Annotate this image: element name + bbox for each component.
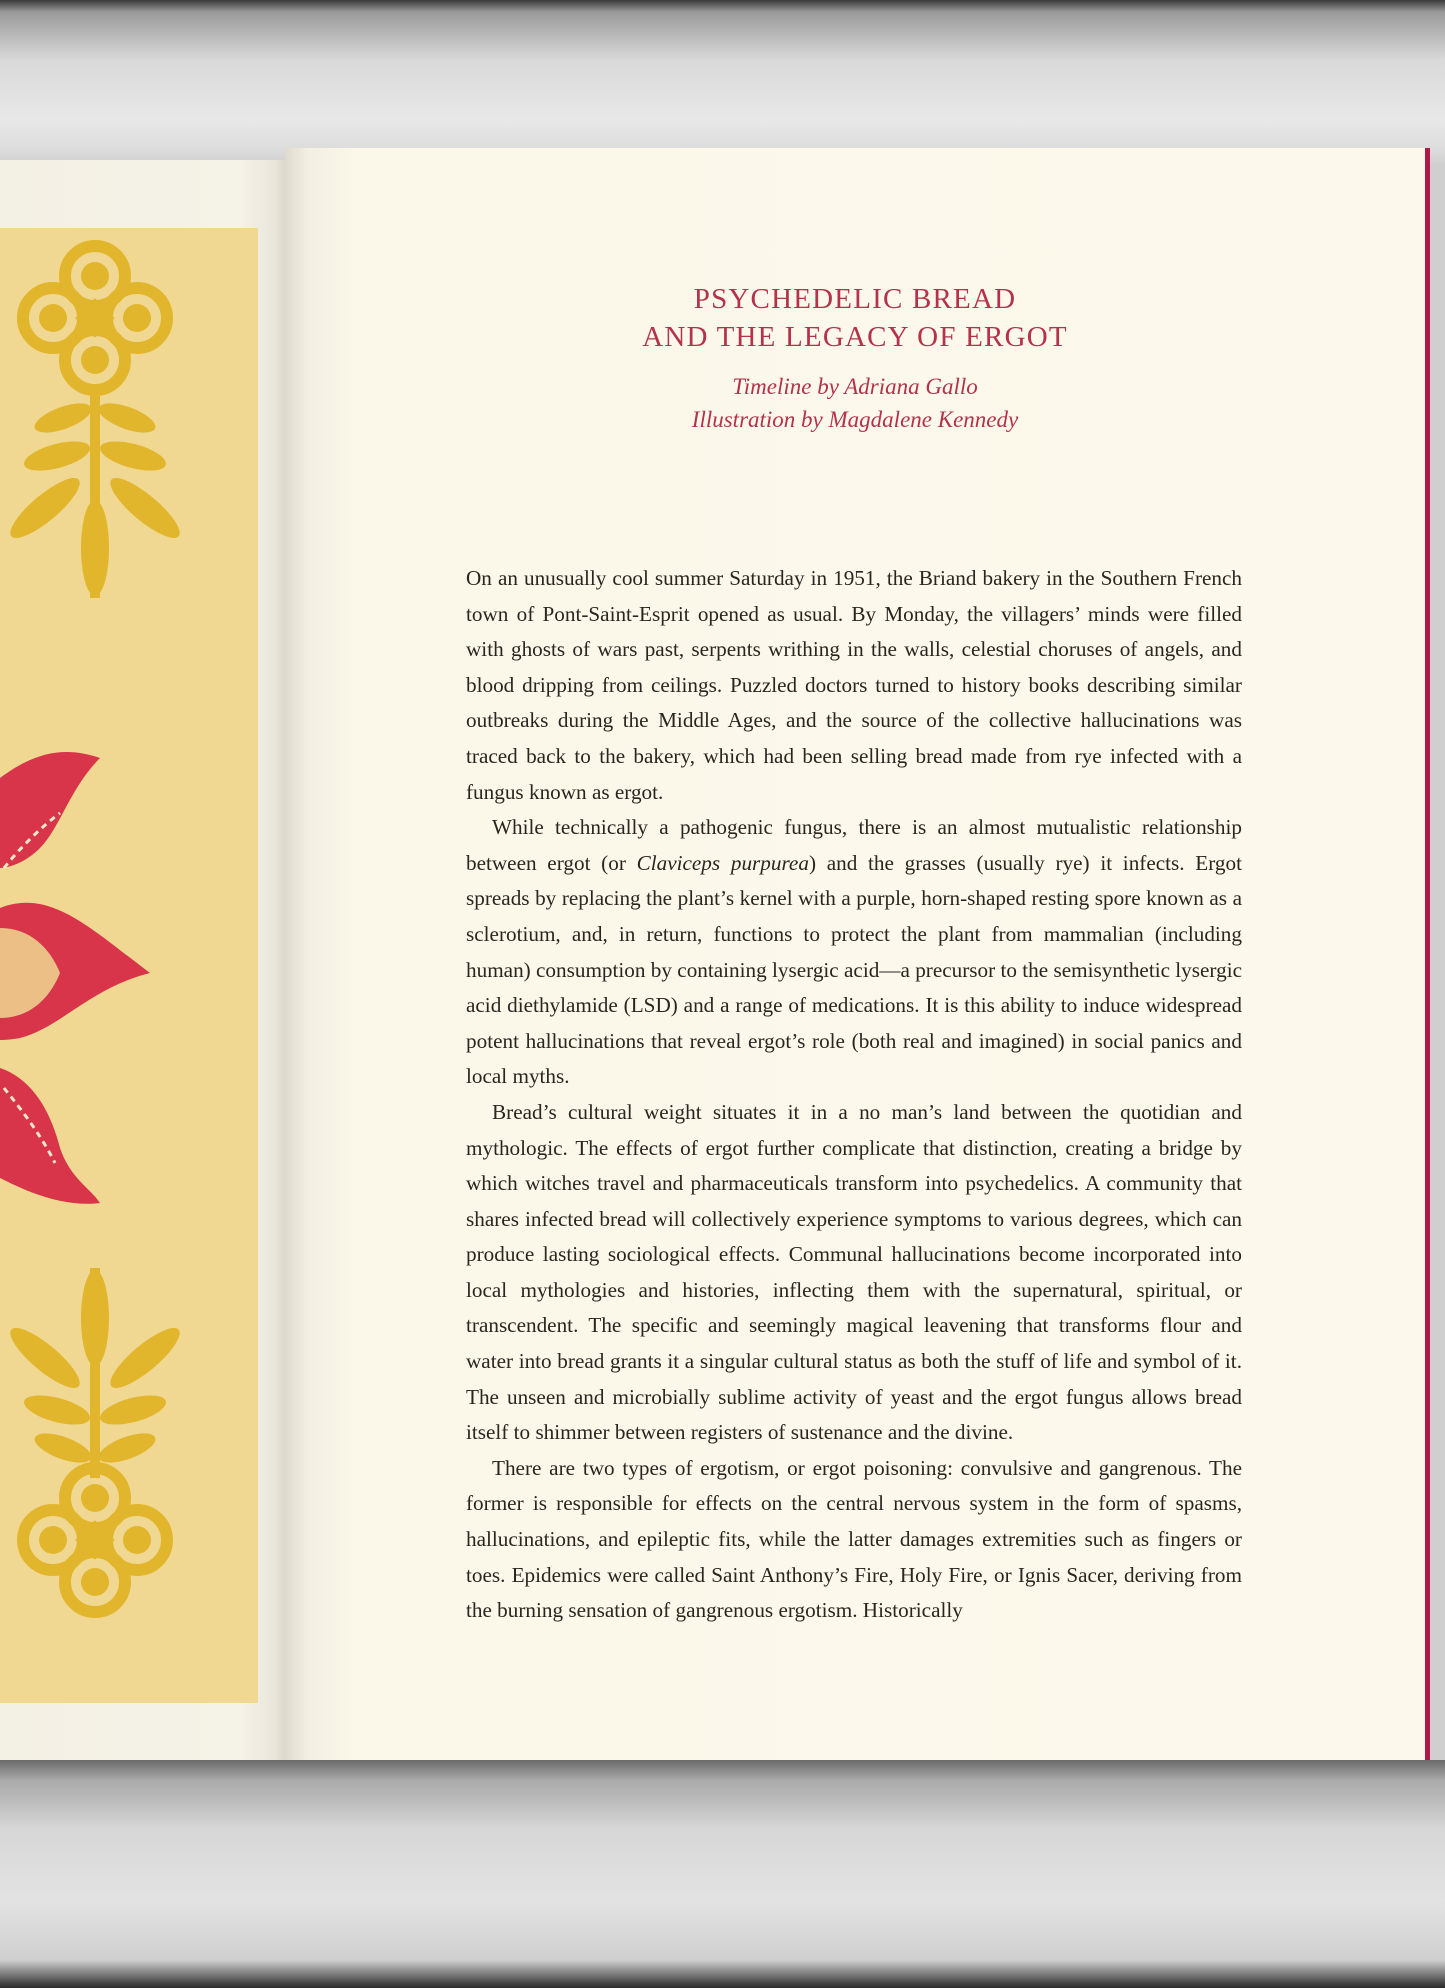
paragraph-1: On an unusually cool summer Saturday in 1951, the Briand bakery in the Southern French town of Pont-Saint-Esprit opened as usual. By Monday, the villagers’ minds were filled with ghosts of wars past, serpents writhing in the walls, celestial choruses of angels, and blood dripping from ceilings. Puzzled doctors turned to history books describing similar outbreaks during the Middle Ages, and the source of the collective hallucinations was traced back to the bakery, which had been selling bread made from rye infected with a fungus known as ergot. [466,566,1242,804]
species-name: Claviceps purpurea [636,850,809,875]
article-body [466,561,1242,1629]
scanner-background [0,1760,1445,1988]
ornament-illustration [0,228,258,1703]
paragraph-2-start: While technically a pathogenic fungus, there is an almost mutualistic relationship between ergot (or [466,815,1242,875]
timeline-credit: Timeline by Adriana Gallo [732,374,978,399]
article-title [285,280,1425,356]
article-title-line-1: PSYCHEDELIC BREAD [693,283,1017,315]
paragraph-3: Bread’s cultural weight situates it in a no man’s land between the quotidian and mythologic. The effects of ergot further complicate that distinction, creating a bridge by which witches travel and pharmaceuticals transform into psychedelics. A community that shares infected bread will collectively experience symptoms to various degrees, which can produce lasting sociological effects. Communal hallucinations become incorporated into local mythologies and histories, inflecting them with the supernatural, spiritual, or transcendent. The specific and seemingly magical leavening that transforms flour and water into bread grants it a singular cultural status as both the stuff of life and symbol of it. The unseen and microbially sublime activity of yeast and the ergot fungus allows bread itself to shimmer between registers of sustenance and the divine. [466,1099,1242,1445]
page-edge [1425,148,1430,1763]
article-title-line-2: AND THE LEGACY OF ERGOT [642,321,1068,353]
article-credits [285,370,1425,436]
wheat-flower-ornament-icon [0,228,258,1703]
illustration-credit: Illustration by Magdalene Kennedy [691,407,1019,432]
paragraph-2 [466,810,1242,1095]
paragraph-4: There are two types of ergotism, or ergot poisoning: convulsive and gangrenous. The former is responsible for effects on the central nervous system in the form of spasms, hallucinations, and epileptic fits, while the latter damages extremities such as fingers or toes. Epidemics were called Saint Anthony’s Fire, Holy Fire, or Ignis Sacer, deriving from the burning sensation of gangrenous ergotism. Historically [466,1455,1242,1623]
paragraph-2-end: ) and the grasses (usually rye) it infects. Ergot spreads by replacing the plant’s kernel with a purple, horn-shaped resting spore known as a sclerotium, and, in return, functions to protect the plant from mammalian (including human) consumption by containing lysergic acid—a precursor to the semisynthetic lysergic acid diethylamide (LSD) and a range of medications. It is this ability to induce widespread potent hallucinations that reveal ergot’s role (both real and imagined) in social panics and local myths. [466,850,1242,1089]
